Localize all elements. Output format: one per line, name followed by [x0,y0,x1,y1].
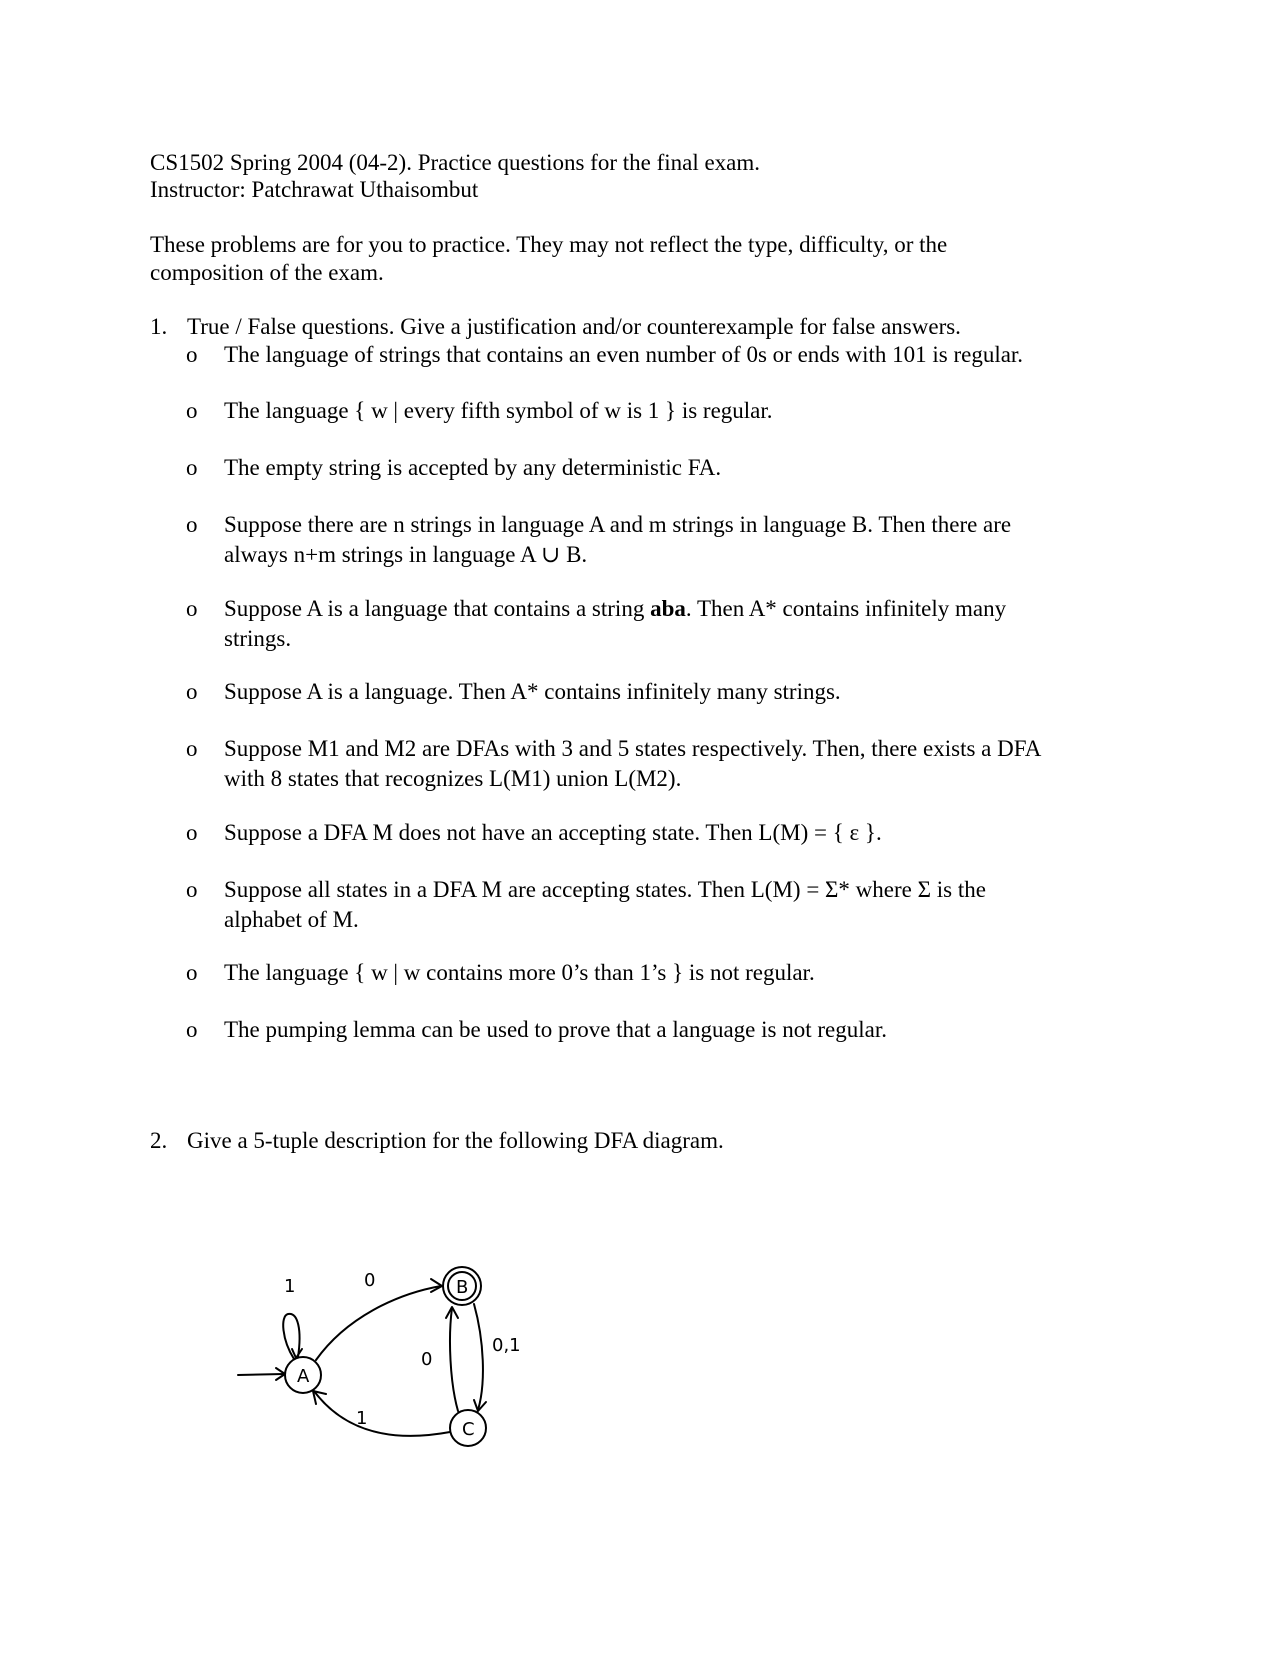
list-item-text-continued: alphabet of M. [224,907,359,932]
list-item-text: The language { w | every fifth symbol of w is 1 } is regular. [224,398,773,423]
transition-c-to-a-label: 1 [356,1408,368,1429]
list-item [224,958,1124,988]
transition-c-to-b [450,1308,458,1411]
list-item-text: Suppose all states in a DFA M are accepting states. Then L(M) = Σ* where Σ is the [224,877,986,902]
list-item [224,510,1124,570]
state-b-label: B [456,1277,469,1298]
list-bullet: o [186,1017,198,1042]
intro-line-1: These problems are for you to practice. They may not reflect the type, difficulty, or the [150,232,948,257]
list-item [224,340,1124,370]
list-item-text: Suppose M1 and M2 are DFAs with 3 and 5 states respectively. Then, there exists a DFA [224,736,1042,761]
list-bullet: o [186,342,198,367]
transition-b-to-c-label: 0,1 [492,1335,521,1356]
transition-b-to-c [474,1304,483,1410]
list-item-text: The empty string is accepted by any deterministic FA. [224,455,722,480]
question-2-prompt: Give a 5-tuple description for the following DFA diagram. [187,1128,724,1153]
list-item [224,677,1124,707]
list-item [224,1015,1124,1045]
list-item [224,734,1124,794]
list-item-text: The language of strings that contains an even number of 0s or ends with 101 is regular. [224,342,1024,367]
transition-a-to-b-label: 0 [364,1270,376,1291]
list-bullet: o [186,596,198,621]
list-item-text: The language { w | w contains more 0’s than 1’s } is not regular. [224,960,815,985]
question-1-number: 1. [150,314,168,339]
intro-line-2: composition of the exam. [150,260,384,285]
list-item [224,875,1124,935]
start-arrow [238,1374,284,1375]
dfa-diagram [236,1248,556,1448]
list-item-text-continued: strings. [224,626,292,651]
list-item [224,453,1124,483]
list-item-text: The pumping lemma can be used to prove that a language is not regular. [224,1017,887,1042]
list-bullet: o [186,512,198,537]
state-c-label: C [462,1419,475,1440]
list-bullet: o [186,679,198,704]
list-item [224,594,1124,654]
list-item [224,818,1124,848]
self-loop-label: 1 [284,1276,296,1297]
list-item-text-continued: always n+m strings in language A ∪ B. [224,542,588,567]
document-title: CS1502 Spring 2004 (04-2). Practice questions for the final exam. [150,150,761,175]
list-item-text: Suppose A is a language that contains a string [224,596,651,621]
list-item-text-tail: . Then A* contains infinitely many [685,596,1007,621]
transition-c-to-a [314,1391,450,1436]
list-bullet: o [186,820,198,845]
transition-a-to-b-head [431,1279,442,1292]
list-bullet: o [186,398,198,423]
question-2-number: 2. [150,1128,168,1153]
list-bullet: o [186,877,198,902]
list-item-text: Suppose A is a language. Then A* contains infinitely many strings. [224,679,841,704]
list-item-text-continued: with 8 states that recognizes L(M1) union L(M2). [224,766,682,791]
state-a-self-loop [283,1314,299,1359]
list-bullet: o [186,455,198,480]
instructor-line: Instructor: Patchrawat Uthaisombut [150,177,479,202]
list-bullet: o [186,736,198,761]
state-a-label: A [297,1366,310,1387]
transition-c-to-b-label: 0 [421,1349,433,1370]
list-item-text: Suppose there are n strings in language A and m strings in language B. Then there are [224,512,1012,537]
list-bullet: o [186,960,198,985]
bold-string-aba: aba [650,596,686,621]
question-1-prompt: True / False questions. Give a justification and/or counterexample for false answers. [187,314,961,339]
list-item [224,396,1124,426]
list-item-text: Suppose a DFA M does not have an accepting state. Then L(M) = { ε }. [224,820,882,845]
